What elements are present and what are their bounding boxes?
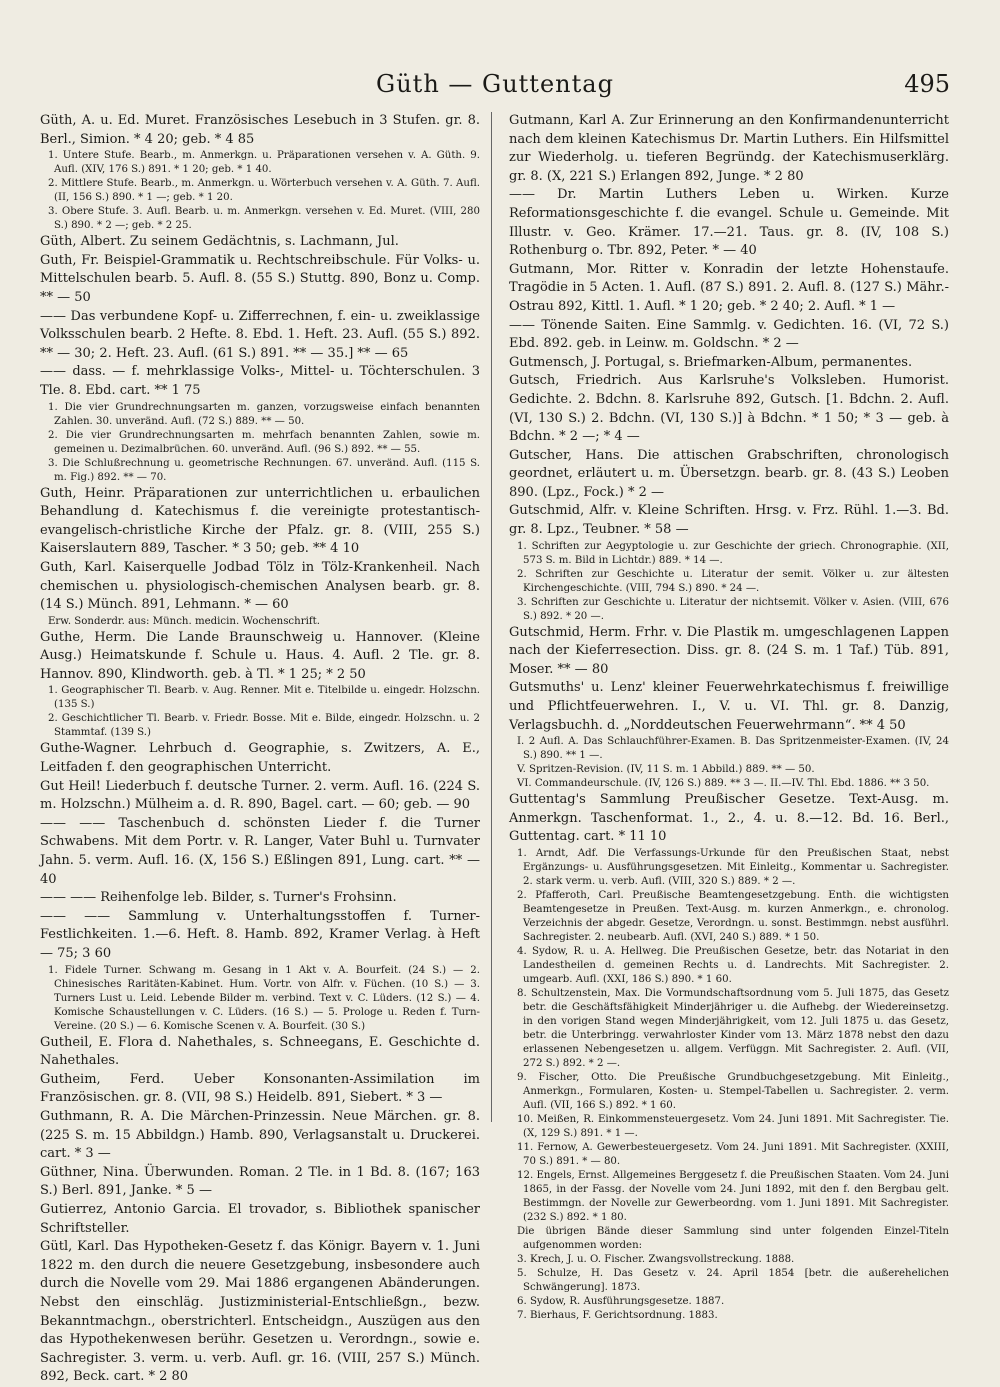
sub-entry: 9. Fischer, Otto. Die Preußische Grundbuchgesetzgebung. Mit Einleitg., Anmerkgn., Formularen, Kosten- u. Stempel-Tabellen u. Sachregister. 2. verm. Aufl. (VII, 166 S.) 892. * 1 60. (517, 1072, 949, 1111)
catalog-entry: Güth, Albert. Zu seinem Gedächtnis, s. Lachmann, Jul. (40, 234, 399, 250)
sub-entry: 8. Schultzenstein, Max. Die Vormundschaftsordnung vom 5. Juli 1875, das Gesetz betr. die Geschäftsfähigkeit Minderjähriger u. die Aufhebg. der Wiedereinsetzg. in den vorigen Stand wegen Minderjährigkeit, vom 12. Juli 1875 u. das Gesetz, betr. die Unterbringg. verwahrloster Kinder vom 13. März 1878 nebst den dazu erlassenen Nebengesetzen u. allgem. Verfüggn. Mit Sachregister. 2. Aufl. (VII, 272 S.) 892. * 2 —. (517, 988, 949, 1069)
catalog-entry: Guth, Heinr. Präparationen zur unterrichtlichen u. erbaulichen Behandlung d. Katechismus f. die vereinigte protestantisch-evangelisch-christliche Kirche der Pfalz. gr. 8. (VIII, 255 S.) Kaiserslautern 889, Tascher. * 3 50; geb. ** 4 10 (40, 485, 480, 557)
sub-entry: 4. Sydow, R. u. A. Hellweg. Die Preußischen Gesetze, betr. das Notariat in den Landestheilen d. gemeinen Rechts u. d. Landrechts. Mit Sachregister. 2. umgearb. Aufl. (XXI, 186 S.) 890. * 1 60. (517, 946, 949, 985)
catalog-entry: —— Tönende Saiten. Eine Sammlg. v. Gedichten. 16. (VI, 72 S.) Ebd. 892. geb. in Leinw. m. Goldschn. * 2 — (509, 317, 949, 352)
page-header (40, 66, 950, 102)
catalog-entry: Güth, A. u. Ed. Muret. Französisches Lesebuch in 3 Stufen. gr. 8. Berl., Simion. * 4 20; geb. * 4 85 (40, 113, 480, 147)
catalog-entry: —— —— Sammlung v. Unterhaltungsstoffen f. Turner-Festlichkeiten. 1.—6. Heft. 8. Hamb. 892, Kramer Verlag. à Heft — 75; 3 60 (40, 908, 480, 961)
left-column (40, 112, 480, 1387)
catalog-entry: Güthner, Nina. Überwunden. Roman. 2 Tle. in 1 Bd. 8. (167; 163 S.) Berl. 891, Janke. * 5 — (40, 1164, 480, 1199)
sub-entry: 2. Mittlere Stufe. Bearb., m. Anmerkgn. u. Wörterbuch versehen v. A. Güth. 7. Aufl. (II, 156 S.) 890. * 1 —; geb. * 1 20. (48, 178, 480, 204)
sub-entry: Die übrigen Bände dieser Sammlung sind unter folgenden Einzel-Titeln aufgenommen worden: (517, 1226, 949, 1251)
sub-entry: V. Spritzen-Revision. (IV, 11 S. m. 1 Abbild.) 889. ** — 50. (517, 764, 815, 776)
sub-entry: 2. Die vier Grundrechnungsarten m. mehrfach benannten Zahlen, sowie m. gemeinen u. Dezimalbrüchen. 60. unveränd. Aufl. (96 S.) 892. ** — 55. (48, 429, 480, 455)
catalog-entry: Gutschmid, Herm. Frhr. v. Die Plastik m. umgeschlagenen Lappen nach der Kieferresection. Diss. gr. 8. (24 S. m. 1 Taf.) Tüb. 891, Moser. ** — 80 (509, 624, 949, 677)
catalog-entry: Gutmann, Mor. Ritter v. Konradin der letzte Hohenstaufe. Tragödie in 5 Acten. 1. Aufl. (87 S.) 891. 2. Aufl. 8. (127 S.) Mähr.-Ostrau 892, Kittl. 1. Aufl. * 1 20; geb. * 2 40; 2. Aufl. * 1 — (509, 261, 949, 314)
catalog-entry: Gut Heil! Liederbuch f. deutsche Turner. 2. verm. Aufl. 16. (224 S. m. Holzschn.) Mülheim a. d. R. 890, Bagel. cart. — 60; geb. — 90 (40, 778, 480, 813)
sub-entry: 1. Fidele Turner. Schwang m. Gesang in 1 Akt v. A. Bourfeit. (24 S.) — 2. Chinesisches Raritäten-Kabinet. Hum. Vortr. von Alfr. v. Füchen. (10 S.) — 3. Turners Lust u. Leid. Lebende Bilder m. verbind. Text v. C. Lüders. (12 S.) — 4. Komische Schaustellungen v. C. Lüders. (16 S.) — 5. Prologe u. Reden f. Turn-Vereine. (20 S.) — 6. Komische Scenen v. A. Bourfeit. (30 S.) (48, 964, 480, 1032)
catalog-entry: Gutmensch, J. Portugal, s. Briefmarken-Album, permanentes. (509, 354, 913, 370)
catalog-entry: Gutscher, Hans. Die attischen Grabschriften, chronologisch geordnet, erläutert u. m. Übersetzgn. bearb. gr. 8. (43 S.) Leoben 890. (Lpz., Fock.) * 2 — (509, 447, 949, 500)
sub-entry: 1. Die vier Grundrechnungsarten m. ganzen, vorzugsweise einfach benannten Zahlen. 30. unveränd. Aufl. (72 S.) 889. ** — 50. (48, 401, 480, 427)
sub-entry: 5. Schulze, H. Das Gesetz v. 24. April 1854 [betr. die außerehelichen Schwängerung]. 1873. (517, 1268, 949, 1293)
sub-entry: 3. Schriften zur Geschichte u. Literatur der nichtsemit. Völker v. Asien. (VIII, 676 S.) 892. * 20 —. (517, 596, 949, 622)
sub-entry: VI. Commandeurschule. (IV, 126 S.) 889. ** 3 —. II.—IV. Thl. Ebd. 1886. ** 3 50. (517, 778, 930, 790)
catalog-entry: Guthmann, R. A. Die Märchen-Prinzessin. Neue Märchen. gr. 8. (225 S. m. 15 Abbildgn.) Hamb. 890, Verlagsanstalt u. Druckerei. cart. * 3 — (40, 1108, 480, 1162)
catalog-entry: Gutsch, Friedrich. Aus Karlsruhe's Volksleben. Humorist. Gedichte. 2. Bdchn. 8. Karlsruhe 892, Gutsch. [1. Bdchn. 2. Aufl. (VI, 130 S.) 2. Bdchn. (VI, 130 S.)] à Bdchn. * 1 50; * 3 — geb. à Bdchn. * 2 —; * 4 — (509, 373, 949, 445)
sub-entry: 1. Arndt, Adf. Die Verfassungs-Urkunde für den Preußischen Staat, nebst Ergänzungs- u. Ausführungsgesetzen. Mit Einleitg., Kommentar u. Sachregister. 2. stark verm. u. verb. Aufl. (VIII, 320 S.) 889. * 2 —. (517, 848, 949, 887)
catalog-entry: Gutheim, Ferd. Ueber Konsonanten-Assimilation im Französischen. gr. 8. (VII, 98 S.) Heidelb. 891, Siebert. * 3 — (40, 1071, 480, 1106)
sub-entry: 1. Geographischer Tl. Bearb. v. Aug. Renner. Mit e. Titelbilde u. eingedr. Holzschn. (135 S.) (48, 685, 480, 711)
catalog-entry: Gutsmuths' u. Lenz' kleiner Feuerwehrkatechismus f. freiwillige und Pflichtfeuerwehren. I., V. u. VI. Thl. gr. 8. Danzig, Verlagsbuchh. d. „Norddeutschen Feuerwehrmann“. ** 4 50 (509, 680, 949, 733)
sub-entry: 7. Bierhaus, F. Gerichtsordnung. 1883. (517, 1310, 718, 1321)
catalog-entry: Gütl, Karl. Das Hypotheken-Gesetz f. das Königr. Bayern v. 1. Juni 1822 m. den durch die neuere Gesetzgebung, insbesondere auch durch die Novelle vom 29. Mai 1886 ergangenen Abänderungen. Nebst den einschläg. Justizministerial-Entschließgn., bezw. Bekanntmachgn., oberstrichterl. Entscheidgn., Auszügen aus den das Hypothekenwesen berühr. Gesetzen u. Verordngn., sowie e. Sachregister. 3. verm. u. verb. Aufl. gr. 16. (VIII, 257 S.) Münch. 892, Beck. cart. * 2 80 (40, 1239, 480, 1385)
column-divider (491, 112, 492, 1122)
sub-entry: 12. Engels, Ernst. Allgemeines Berggesetz f. die Preußischen Staaten. Vom 24. Juni 1865, in der Fassg. der Novelle vom 24. Juni 1892, mit den f. den Bergbau gelt. Bestimmgn. der Novelle zur Gewerbeordng. vom 1. Juni 1891. Mit Sachregister. (232 S.) 892. * 1 80. (517, 1170, 949, 1223)
catalog-entry: Gutschmid, Alfr. v. Kleine Schriften. Hrsg. v. Frz. Rühl. 1.—3. Bd. gr. 8. Lpz., Teubner. * 58 — (509, 503, 949, 538)
sub-entry: 1. Untere Stufe. Bearb., m. Anmerkgn. u. Präparationen versehen v. A. Güth. 9. Aufl. (XIV, 176 S.) 891. * 1 20; geb. * 1 40. (48, 150, 480, 176)
catalog-entry: Guthe, Herm. Die Lande Braunschweig u. Hannover. (Kleine Ausg.) Heimatskunde f. Schule u. Haus. 4. Aufl. 2 Tle. gr. 8. Hannov. 890, Klindworth. geb. à Tl. * 1 25; * 2 50 (40, 629, 480, 682)
catalog-entry: Guttentag's Sammlung Preußischer Gesetze. Text-Ausg. m. Anmerkgn. Taschenformat. 1., 2., 4. u. 8.—12. Bd. 16. Berl., Guttentag. cart. * 11 10 (509, 792, 949, 845)
right-column (509, 112, 949, 1323)
catalog-entry: Guth, Karl. Kaiserquelle Jodbad Tölz in Tölz-Krankenheil. Nach chemischen u. physiologisch-chemischen Analysen bearb. gr. 8. (14 S.) Münch. 891, Lehmann. * — 60 (40, 559, 480, 613)
sub-entry: 2. Geschichtlicher Tl. Bearb. v. Friedr. Bosse. Mit e. Bilde, eingedr. Holzschn. u. 2 Stammtaf. (139 S.) (48, 713, 480, 739)
catalog-entry: Guth, Fr. Beispiel-Grammatik u. Rechtschreibschule. Für Volks- u. Mittelschulen bearb. 5. Aufl. 8. (55 S.) Stuttg. 890, Bonz u. Comp. ** — 50 (40, 252, 480, 305)
sub-entry: 10. Meißen, R. Einkommensteuergesetz. Vom 24. Juni 1891. Mit Sachregister. Tie. (X, 129 S.) 891. * 1 —. (517, 1114, 949, 1139)
catalog-entry: —— —— Reihenfolge leb. Bilder, s. Turner's Frohsinn. (40, 890, 397, 906)
catalog-entry: Guthe-Wagner. Lehrbuch d. Geographie, s. Zwitzers, A. E., Leitfaden f. den geographischen Unterricht. (40, 741, 480, 776)
sub-entry: Erw. Sonderdr. aus: Münch. medicin. Wochenschrift. (48, 615, 320, 627)
page-number: 495 (904, 70, 950, 98)
sub-entry: I. 2 Aufl. A. Das Schlauchführer-Examen. B. Das Spritzenmeister-Examen. (IV, 24 S.) 890. ** 1 —. (517, 736, 949, 762)
catalog-entry: Gutmann, Karl A. Zur Erinnerung an den Konfirmandenunterricht nach dem kleinen Katechismus Dr. Martin Luthers. Ein Hilfsmittel zur Wiederholg. u. tieferen Begründg. der Katechismuserklärg. gr. 8. (X, 221 S.) Erlangen 892, Junge. * 2 80 (509, 113, 949, 184)
catalog-entry: Gutheil, E. Flora d. Nahethales, s. Schneegans, E. Geschichte d. Nahethales. (40, 1034, 480, 1069)
running-title: Güth — Guttentag (376, 70, 614, 98)
sub-entry: 6. Sydow, R. Ausführungsgesetze. 1887. (517, 1296, 725, 1307)
catalog-entry: —— Das verbundene Kopf- u. Zifferrechnen, f. ein- u. zweiklassige Volksschulen bearb. 2 Hefte. 8. Ebd. 1. Heft. 23. Aufl. (55 S.) 892. ** — 30; 2. Heft. 23. Aufl. (61 S.) 891. ** — 35.] ** — 65 (40, 308, 480, 361)
sub-entry: 11. Fernow, A. Gewerbesteuergesetz. Vom 24. Juni 1891. Mit Sachregister. (XXIII, 70 S.) 891. * — 80. (517, 1142, 949, 1167)
sub-entry: 3. Die Schlußrechnung u. geometrische Rechnungen. 67. unveränd. Aufl. (115 S. m. Fig.) 892. ** — 70. (48, 457, 480, 483)
catalog-entry: Gutierrez, Antonio Garcia. El trovador, s. Bibliothek spanischer Schriftsteller. (40, 1201, 480, 1236)
sub-entry: 1. Schriften zur Aegyptologie u. zur Geschichte der griech. Chronographie. (XII, 573 S. m. Bild in Lichtdr.) 889. * 14 —. (517, 540, 949, 566)
sub-entry: 2. Pfafferoth, Carl. Preußische Beamtengesetzgebung. Enth. die wichtigsten Beamtengesetze in Preußen. Text-Ausg. m. kurzen Anmerkgn., e. chronolog. Verzeichnis der abgedr. Gesetze, Verordngn. u. sonst. Bestimmgn. nebst ausführl. Sachregister. 2. neubearb. Aufl. (XVI, 240 S.) 889. * 1 50. (517, 890, 949, 943)
sub-entry: 3. Krech, J. u. O. Fischer. Zwangsvollstreckung. 1888. (517, 1254, 795, 1265)
catalog-entry: —— —— Taschenbuch d. schönsten Lieder f. die Turner Schwabens. Mit dem Portr. v. R. Langer, Vater Buhl u. Turnvater Jahn. 5. verm. Aufl. 16. (X, 156 S.) Eßlingen 891, Lung. cart. ** — 40 (40, 815, 480, 887)
sub-entry: 3. Obere Stufe. 3. Aufl. Bearb. u. m. Anmerkgn. versehen v. Ed. Muret. (VIII, 280 S.) 890. * 2 —; geb. * 2 25. (48, 206, 480, 232)
catalog-entry: —— Dr. Martin Luthers Leben u. Wirken. Kurze Reformationsgeschichte f. die evangel. Schule u. Gemeinde. Mit Illustr. v. Geo. Krämer. 17.—21. Taus. gr. 8. (IV, 108 S.) Rothenburg o. Tbr. 892, Peter. * — 40 (509, 187, 949, 259)
sub-entry: 2. Schriften zur Geschichte u. Literatur der semit. Völker u. zur ältesten Kirchengeschichte. (VIII, 794 S.) 890. * 24 —. (517, 568, 949, 594)
catalog-entry: —— dass. — f. mehrklassige Volks-, Mittel- u. Töchterschulen. 3 Tle. 8. Ebd. cart. ** 1 75 (40, 364, 480, 398)
